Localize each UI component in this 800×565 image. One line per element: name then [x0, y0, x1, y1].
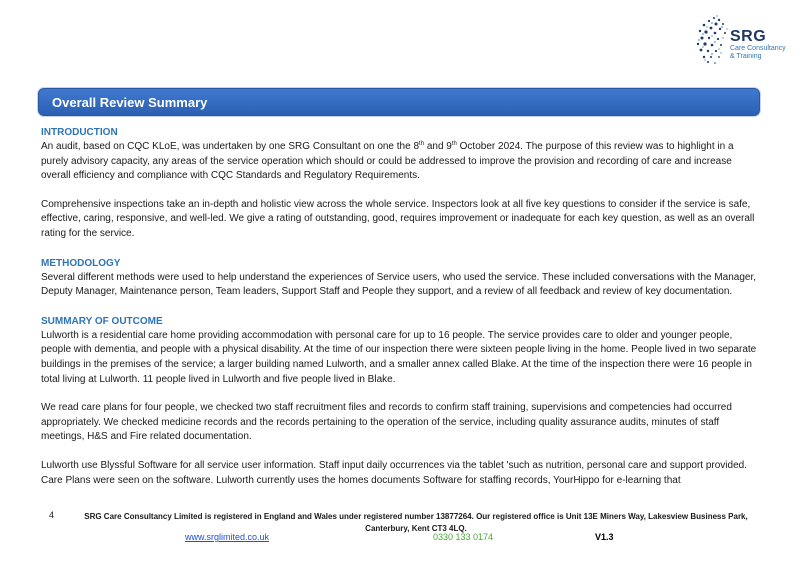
document-body — [41, 126, 763, 488]
section-banner — [38, 88, 760, 116]
page-number: 4 — [49, 510, 55, 520]
website-link[interactable]: www.srglimited.co.uk — [185, 532, 270, 542]
intro-text-b: and 9 — [424, 141, 452, 152]
registration-notice: SRG Care Consultancy Limited is registered in England and Wales under registered number 13877264. Our registered office is Unit 13E Miners Way, Lakesview Business Park, Canterbury, Kent CT3 4LQ. — [84, 512, 748, 533]
summary-paragraph-1: Lulworth is a residential care home providing accommodation with personal care for up to 16 people. The service provides care to older and younger people, people with dementia, and people with a physical disability. At the time of our inspection there were sixteen people living in the home. People lived in two separate buildings in the premises of the service; a larger building named Lulworth, and a smaller annex called Blake. At the time of the inspection there were 16 people in total living at Lulworth. 11 people lived in Lulworth and five people lived in Blake. — [41, 329, 757, 385]
introduction-heading: INTRODUCTION — [41, 127, 118, 138]
logo-brand: SRG — [730, 28, 767, 45]
logo-text — [730, 29, 786, 61]
methodology-paragraph: Several different methods were used to help understand the experiences of Service users, who used the service. These included conversations with the Manager, Deputy Manager, Maintenance person, Team leaders, Support Staff and People they support, and a review of all feedback and review of key documentation. — [41, 271, 757, 298]
logo-tagline-2: & Training — [730, 53, 762, 60]
company-logo — [690, 12, 790, 68]
document-version: V1.3 — [595, 532, 614, 542]
intro-sup-1: th — [419, 141, 425, 147]
intro-text-c: October 2024. The purpose of this review was to highlight in a purely advisory capacity, any areas of the service operation which should or could be addressed to improve the provision and recording of care and increase overall efficiency and compliance with CQC Standards and Regulatory Requirements. — [41, 141, 734, 182]
summary-paragraph-2: We read care plans for four people, we checked two staff recruitment files and records to confirm staff training, supervisions and competencies had occurred appropriately. We checked medicine records and the records pertaining to the operation of the service, including quality assurance audits, minutes of staff meetings, H&S and Fire related documentation. — [41, 402, 732, 443]
phone-number: 0330 133 0174 — [433, 532, 494, 542]
summary-heading: SUMMARY OF OUTCOME — [41, 315, 163, 327]
intro-sup-2: th — [451, 141, 457, 147]
footer-contact-row — [0, 532, 800, 546]
methodology-heading: METHODOLOGY — [41, 257, 121, 269]
intro-text-a: An audit, based on CQC KLoE, was undertaken by one SRG Consultant on one the 8 — [41, 141, 420, 152]
introduction-paragraph-2: Comprehensive inspections take an in-depth and holistic view across the whole service. Inspectors look at all five key questions to consider if the service is safe, effective, caring, responsive, and well-led. We give a rating of outstanding, good, requires improvement or inadequate for each key question, as well as an overall rating for the service. — [41, 198, 755, 239]
section-title: Overall Review Summary — [52, 95, 208, 110]
introduction-paragraph-1 — [41, 140, 763, 184]
summary-paragraph-3: Lulworth use Blyssful Software for all service user information. Staff input daily occurrences via the tablet 'such as nutrition, personal care and support provided. Care Plans were seen on the software. Lulworth currently uses the homes documents Software for staffing records, YourHippo for e-learning that — [41, 459, 747, 486]
logo-tagline-1: Care Consultancy — [730, 45, 786, 52]
